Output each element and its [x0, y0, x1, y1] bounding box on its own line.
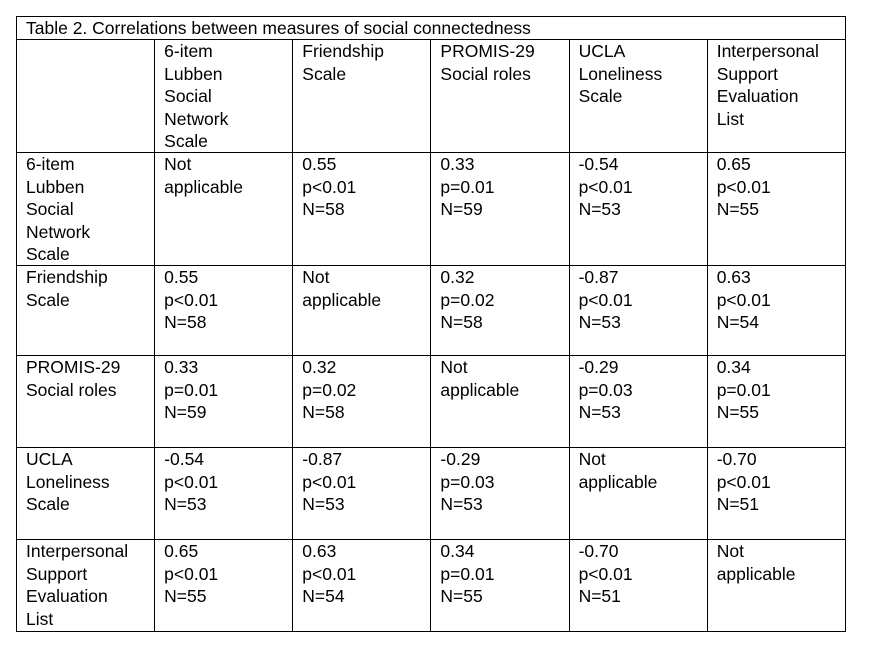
cell-line: 6-item: [164, 41, 213, 62]
cell-line: Not: [302, 267, 330, 288]
cell-line: Social: [26, 199, 74, 220]
cell-line: p=0.01: [716, 379, 771, 400]
cell-line: -0.70: [716, 449, 757, 470]
correlation-table: [16, 16, 846, 632]
cell-line: Loneliness: [578, 63, 663, 84]
cell-line: 0.65: [164, 541, 199, 562]
cell-line: Social roles: [440, 63, 531, 84]
table-cell: [707, 153, 845, 266]
cell-line: N=59: [164, 402, 207, 423]
cell-line: Evaluation: [26, 586, 108, 607]
row-label-lubben: [17, 153, 155, 266]
table-cell: [431, 356, 569, 448]
cell-line: p=0.01: [440, 563, 495, 584]
header-row: [17, 40, 846, 153]
table-cell: [569, 153, 707, 266]
cell-line: p<0.01: [578, 176, 633, 197]
cell-line: p<0.01: [164, 471, 219, 492]
table-row: [17, 540, 846, 632]
cell-line: PROMIS-29: [26, 357, 121, 378]
cell-line: 0.55: [164, 267, 199, 288]
cell-line: N=53: [302, 494, 345, 515]
table-cell: [431, 266, 569, 356]
cell-line: Scale: [26, 244, 70, 265]
cell-line: Scale: [26, 289, 70, 310]
cell-line: PROMIS-29: [440, 41, 535, 62]
cell-line: p=0.01: [440, 176, 495, 197]
cell-line: Not: [164, 154, 192, 175]
header-cell-isel: [707, 40, 845, 153]
cell-line: Friendship: [26, 267, 108, 288]
row-label-friendship: [17, 266, 155, 356]
cell-line: 0.33: [440, 154, 475, 175]
cell-line: p<0.01: [716, 471, 771, 492]
table-cell: [293, 266, 431, 356]
table-cell: [569, 540, 707, 632]
table-cell: [155, 448, 293, 540]
cell-line: 0.65: [716, 154, 751, 175]
table-cell: [155, 266, 293, 356]
header-cell-promis: [431, 40, 569, 153]
table-cell: [155, 540, 293, 632]
cell-line: -0.29: [440, 449, 481, 470]
cell-line: p<0.01: [164, 289, 219, 310]
cell-line: p<0.01: [302, 176, 357, 197]
cell-line: applicable: [716, 563, 796, 584]
cell-line: applicable: [302, 289, 382, 310]
cell-line: applicable: [164, 176, 243, 197]
table-row: [17, 448, 846, 540]
cell-line: Interpersonal: [716, 41, 819, 62]
cell-line: Social roles: [26, 379, 117, 400]
cell-line: Lubben: [164, 63, 223, 84]
cell-line: 0.55: [302, 154, 337, 175]
cell-line: N=55: [164, 586, 207, 607]
table-cell: [569, 266, 707, 356]
cell-line: Support: [26, 563, 88, 584]
cell-line: p<0.01: [578, 563, 633, 584]
table-cell: [293, 448, 431, 540]
cell-line: Loneliness: [26, 471, 110, 492]
cell-line: Network: [164, 108, 229, 129]
row-label-ucla: [17, 448, 155, 540]
cell-line: N=53: [440, 494, 483, 515]
cell-line: N=54: [302, 586, 345, 607]
cell-line: 0.63: [302, 541, 337, 562]
cell-line: -0.54: [578, 154, 619, 175]
cell-line: applicable: [578, 471, 658, 492]
cell-line: N=53: [578, 402, 621, 423]
cell-line: -0.29: [578, 357, 619, 378]
table-cell: [155, 153, 293, 266]
cell-line: p=0.02: [440, 289, 495, 310]
cell-line: 0.32: [302, 357, 337, 378]
cell-line: Scale: [26, 494, 70, 515]
table-cell: [155, 356, 293, 448]
table-cell: [293, 540, 431, 632]
cell-line: N=59: [440, 199, 483, 220]
cell-line: N=53: [578, 199, 621, 220]
cell-line: Support: [716, 63, 778, 84]
cell-line: -0.87: [302, 449, 343, 470]
cell-line: 0.63: [716, 267, 751, 288]
cell-line: p=0.01: [164, 379, 219, 400]
cell-line: p=0.02: [302, 379, 357, 400]
table-cell: [293, 153, 431, 266]
cell-line: 6-item: [26, 154, 75, 175]
cell-line: 0.34: [440, 541, 475, 562]
cell-line: UCLA: [578, 41, 626, 62]
cell-line: applicable: [440, 379, 520, 400]
table-cell: [431, 153, 569, 266]
cell-line: 0.34: [716, 357, 751, 378]
cell-line: Not: [578, 449, 606, 470]
table-cell: [431, 540, 569, 632]
table-cell: [707, 266, 845, 356]
cell-line: -0.70: [578, 541, 619, 562]
cell-line: UCLA: [26, 449, 73, 470]
table-caption: Table 2. Correlations between measures of social connectedness: [17, 17, 846, 40]
cell-line: p<0.01: [716, 289, 771, 310]
cell-line: N=58: [440, 312, 483, 333]
cell-line: Scale: [164, 131, 208, 152]
cell-line: p<0.01: [302, 471, 357, 492]
cell-line: N=53: [164, 494, 207, 515]
row-label-isel: [17, 540, 155, 632]
table-cell: [707, 448, 845, 540]
cell-line: N=58: [164, 312, 207, 333]
table-cell: [569, 448, 707, 540]
cell-line: -0.54: [164, 449, 205, 470]
caption-row: [17, 17, 846, 40]
cell-line: N=54: [716, 312, 760, 333]
table-cell: [707, 540, 845, 632]
header-corner-cell: [17, 40, 155, 153]
cell-line: Friendship: [302, 41, 384, 62]
cell-line: List: [26, 608, 54, 629]
cell-line: Interpersonal: [26, 541, 129, 562]
cell-line: Not: [716, 541, 744, 562]
cell-line: p=0.03: [578, 379, 633, 400]
correlation-table-figure: [16, 16, 846, 632]
cell-line: Network: [26, 221, 91, 242]
cell-line: List: [716, 108, 744, 129]
cell-line: N=55: [716, 199, 760, 220]
table-row: [17, 153, 846, 266]
cell-line: p<0.01: [164, 563, 219, 584]
cell-line: p<0.01: [578, 289, 633, 310]
cell-line: N=58: [302, 402, 345, 423]
cell-line: Scale: [302, 63, 347, 84]
table-row: [17, 266, 846, 356]
cell-line: Social: [164, 86, 212, 107]
row-label-promis: [17, 356, 155, 448]
cell-line: p<0.01: [716, 176, 771, 197]
cell-line: -0.87: [578, 267, 619, 288]
cell-line: N=55: [716, 402, 760, 423]
cell-line: Scale: [578, 86, 623, 107]
cell-line: Not: [440, 357, 468, 378]
cell-line: N=53: [578, 312, 621, 333]
table-cell: [569, 356, 707, 448]
cell-line: N=51: [578, 586, 621, 607]
header-cell-lubben: [155, 40, 293, 153]
cell-line: N=51: [716, 494, 760, 515]
cell-line: N=58: [302, 199, 345, 220]
header-cell-ucla: [569, 40, 707, 153]
table-cell: [431, 448, 569, 540]
header-cell-friendship: [293, 40, 431, 153]
cell-line: p<0.01: [302, 563, 357, 584]
cell-line: N=55: [440, 586, 483, 607]
cell-line: p=0.03: [440, 471, 495, 492]
cell-line: Lubben: [26, 176, 85, 197]
table-cell: [293, 356, 431, 448]
cell-line: 0.32: [440, 267, 475, 288]
table-cell: [707, 356, 845, 448]
table-row: [17, 356, 846, 448]
cell-line: 0.33: [164, 357, 199, 378]
cell-line: Evaluation: [716, 86, 799, 107]
